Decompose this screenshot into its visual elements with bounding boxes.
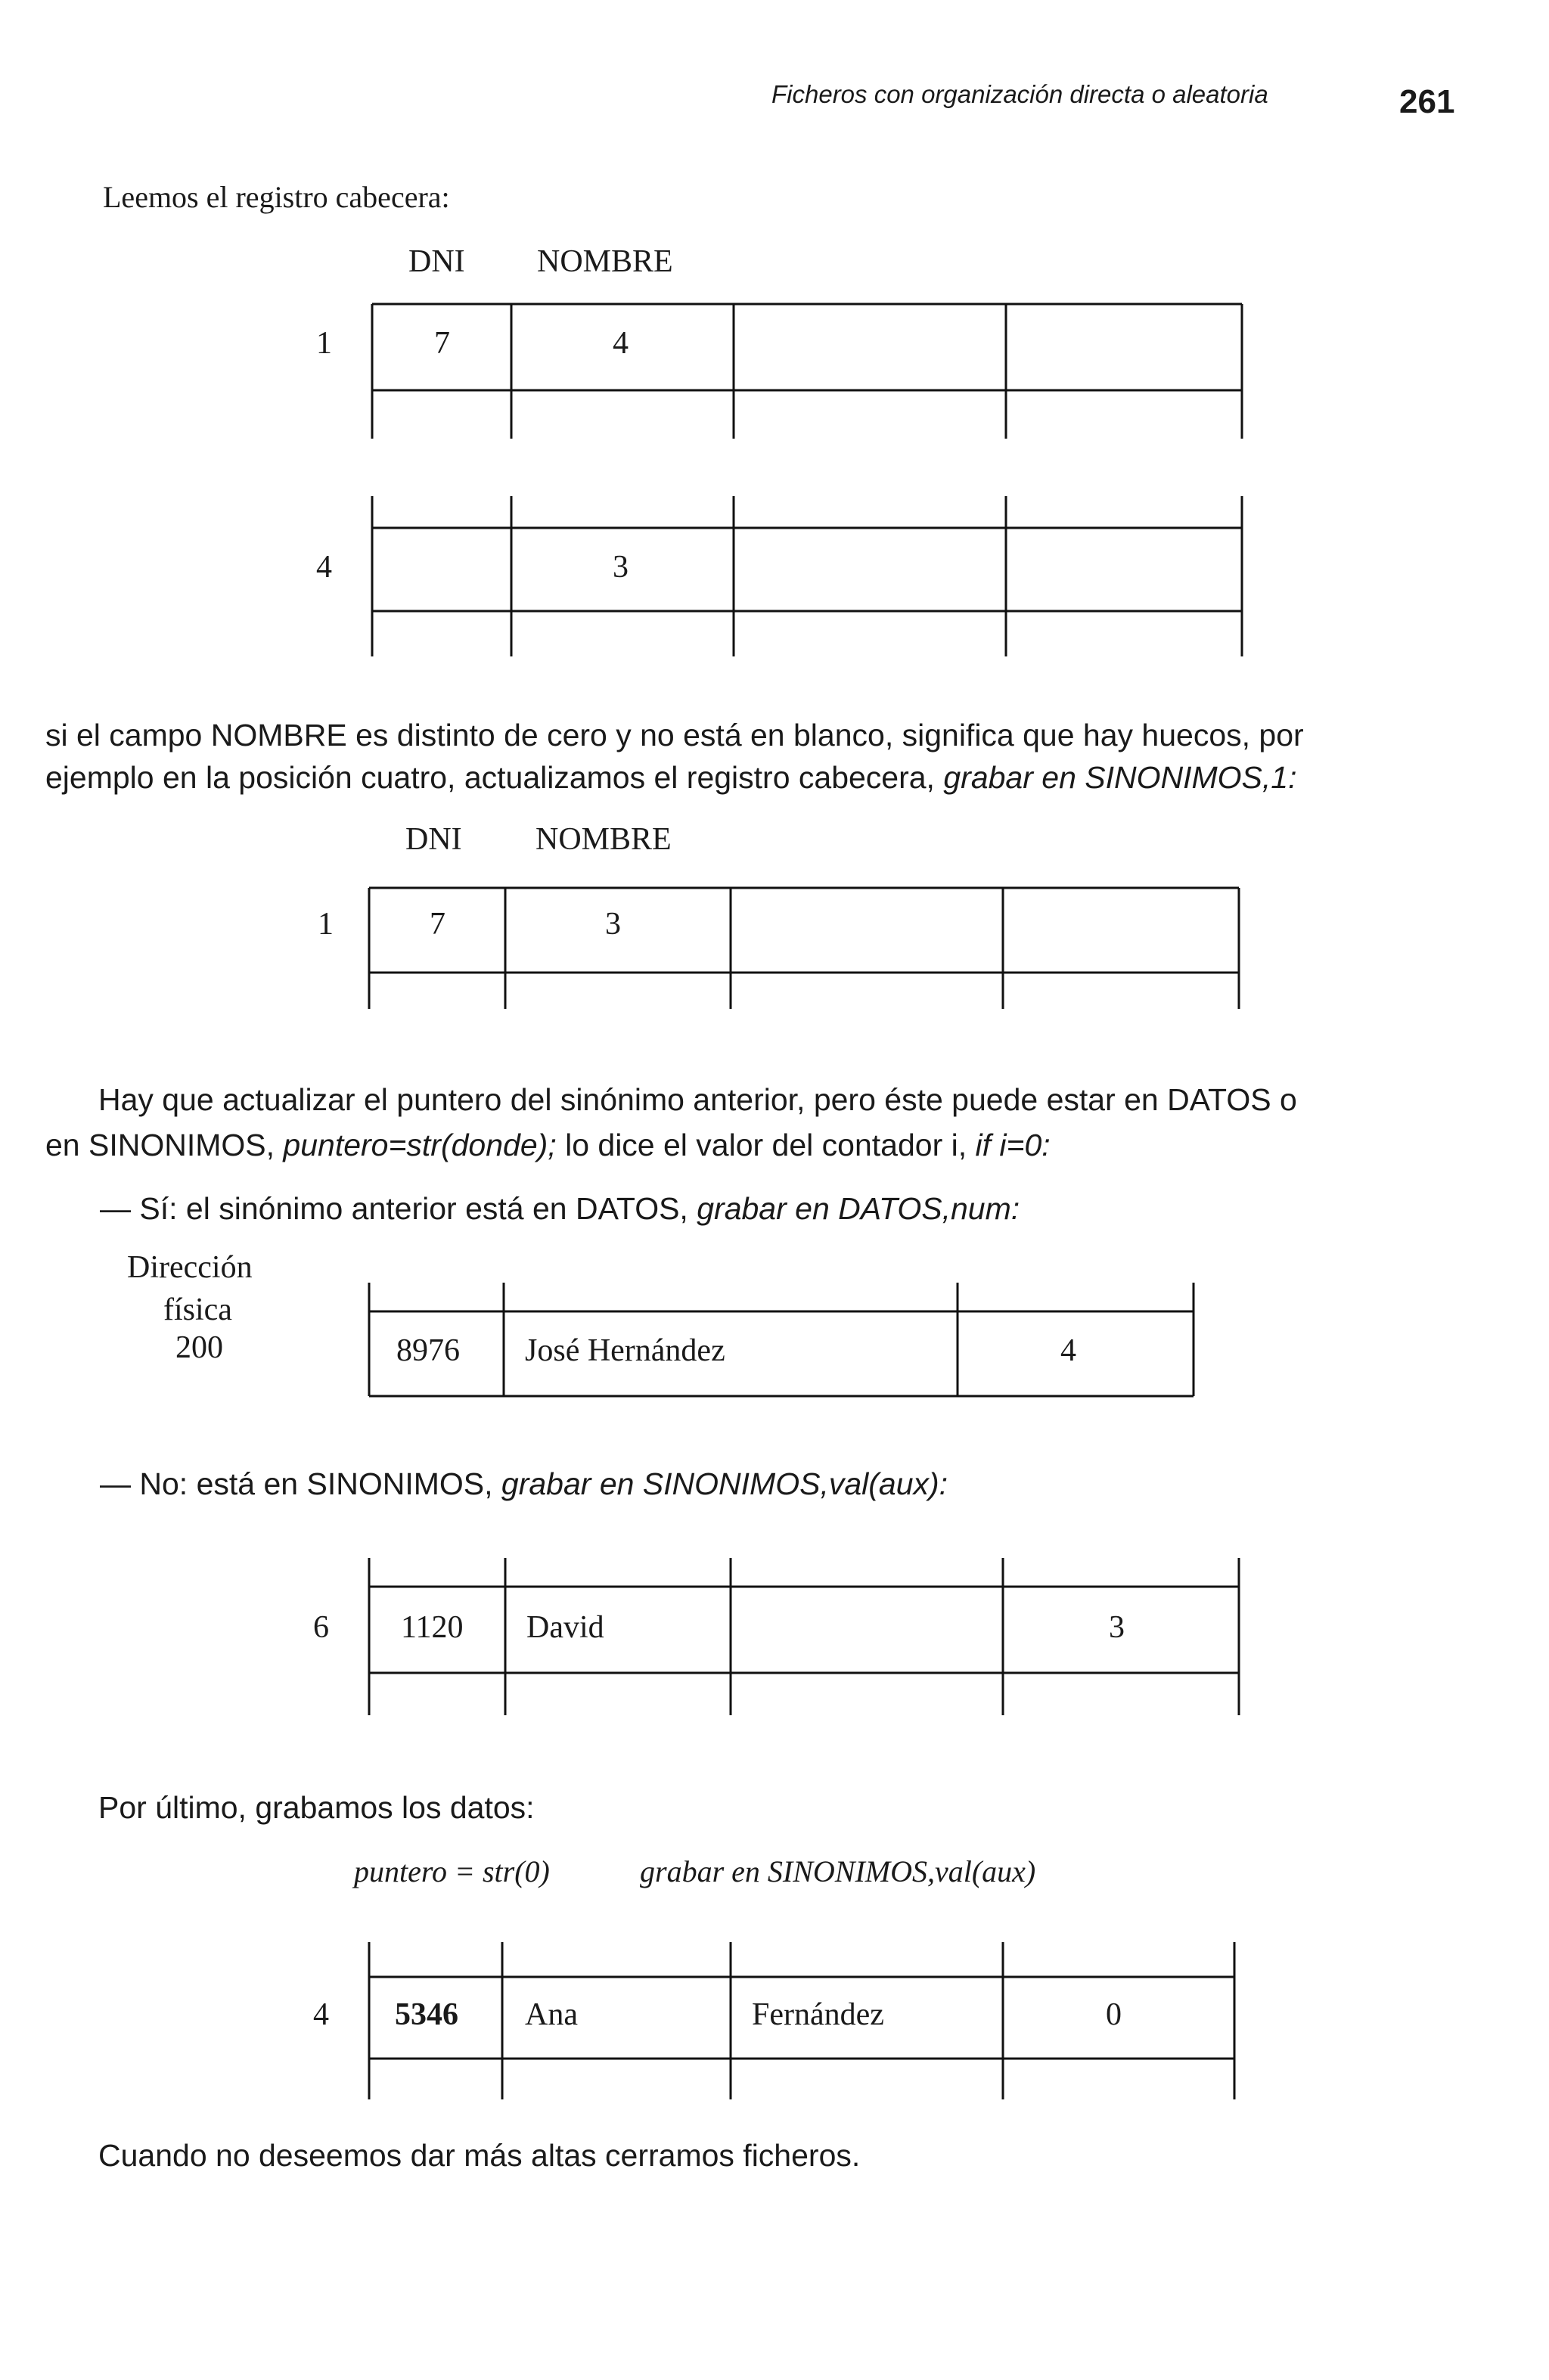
table1-col-nombre: NOMBRE [537,244,673,279]
table3-dni: 8976 [396,1333,460,1368]
table4-dni: 1120 [401,1610,464,1645]
case-yes-line [100,1189,1020,1228]
table1-row1-label: 1 [316,326,332,361]
table3-nombre: José Hernández [525,1333,725,1368]
table3-label-line2: física [163,1292,232,1327]
paragraph-pointer-line2-b: puntero=str(donde); [283,1128,557,1162]
formula-left: puntero = str(0) [354,1854,550,1888]
page-number: 261 [1399,83,1455,120]
paragraph-nombre-check-line2 [45,758,1296,797]
table1-row4-nombre: 3 [613,550,629,585]
table1-col-dni: DNI [408,244,465,279]
paragraph-pointer-line2-d: if i=0: [975,1128,1051,1162]
table4-nombre: David [526,1610,604,1645]
table5-apellido: Fernández [752,1997,884,2032]
paragraph-nombre-check-line2-italic: grabar en SINONIMOS,1: [943,760,1297,795]
table1-row1-nombre: 4 [613,326,629,361]
paragraph-pointer-line2-a: en SINONIMOS, [45,1128,275,1162]
table2-dni: 7 [430,907,445,942]
paragraph-nombre-check-line2-plain: ejemplo en la posición cuatro, actualizamos el registro cabecera, [45,760,935,795]
table4-row-label: 6 [313,1610,329,1645]
case-yes-italic: grabar en DATOS,num: [697,1191,1020,1226]
table4-puntero: 3 [1109,1610,1125,1645]
table1-record1-grid [372,304,1242,439]
paragraph-nombre-check-line1: si el campo NOMBRE es distinto de cero y no está en blanco, significa que hay huecos, por [45,718,1304,752]
table2-nombre: 3 [605,907,621,942]
paragraph-pointer-line2 [45,1125,1051,1165]
case-no-line [100,1464,948,1503]
table2-row-label: 1 [318,907,334,942]
table2-col-dni: DNI [405,822,462,857]
case-yes-plain: — Sí: el sinónimo anterior está en DATOS, [100,1191,688,1226]
paragraph-pointer-line2-c: lo dice el valor del contador i, [565,1128,967,1162]
formula-right: grabar en SINONIMOS,val(aux) [640,1854,1036,1888]
table5-dni: 5346 [395,1997,458,2032]
table5-nombre: Ana [525,1997,578,2032]
table5-puntero: 0 [1106,1997,1122,2032]
case-no-italic: grabar en SINONIMOS,val(aux): [501,1466,948,1501]
table2-col-nombre: NOMBRE [535,822,672,857]
table3-puntero: 4 [1060,1333,1076,1368]
table2-grid [369,888,1239,1009]
table3-label-line3: 200 [175,1330,223,1365]
table1-row4-label: 4 [316,550,332,585]
paragraph-closing: Cuando no deseemos dar más altas cerramos ficheros. [98,2138,861,2173]
table3-label-line1: Dirección [127,1250,253,1285]
paragraph-final-save: Por último, grabamos los datos: [98,1790,535,1825]
table1-row1-dni: 7 [434,326,450,361]
running-title: Ficheros con organización directa o aleatoria [771,80,1268,108]
paragraph-read-header: Leemos el registro cabecera: [103,180,450,214]
table1-record4-grid [372,496,1242,656]
paragraph-pointer-line1: Hay que actualizar el puntero del sinónimo anterior, pero éste puede estar en DATOS o [98,1082,1297,1117]
table5-row-label: 4 [313,1997,329,2032]
case-no-plain: — No: está en SINONIMOS, [100,1466,493,1501]
